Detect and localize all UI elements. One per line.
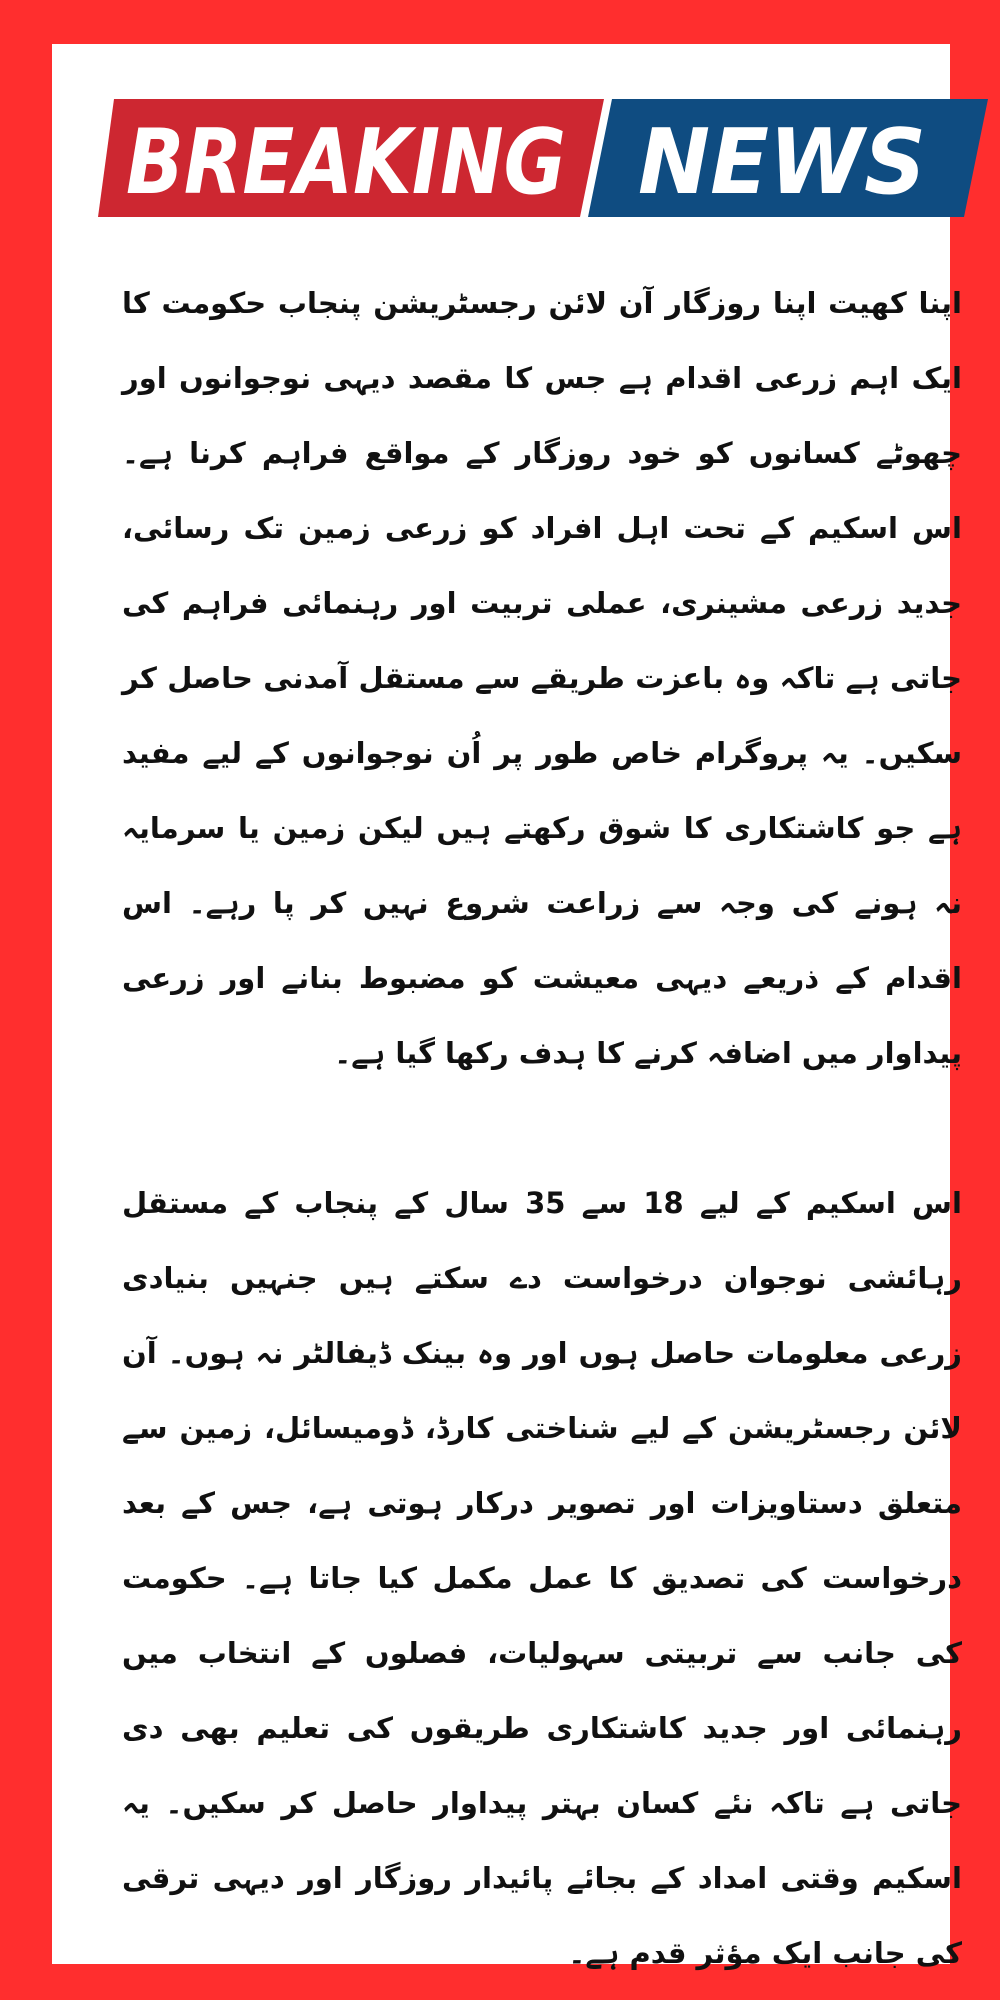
news-card	[52, 44, 962, 1970]
article-paragraph: اپنا کھیت اپنا روزگار آن لائن رجسٹریشن پنجاب حکومت کا ایک اہم زرعی اقدام ہے جس کا مقصد دیہی نوجوانوں اور چھوٹے کسانوں کو خود روزگار کے مواقع فراہم کرنا ہے۔ اس اسکیم کے تحت اہل افراد کو زرعی زمین تک رسائی، جدید زرعی مشینری، عملی تربیت اور رہنمائی فراہم کی جاتی ہے تاکہ وہ باعزت طریقے سے مستقل آمدنی حاصل کر سکیں۔ یہ پروگرام خاص طور پر اُن نوجوانوں کے لیے مفید ہے جو کاشتکاری کا شوق رکھتے ہیں لیکن زمین یا سرمایہ نہ ہونے کی وجہ سے زراعت شروع نہیں کر پا رہے۔ اس اقدام کے ذریعے دیہی معیشت کو مضبوط بنانے اور زرعی پیداوار میں اضافہ کرنے کا ہدف رکھا گیا ہے۔	[122, 286, 962, 1070]
article-body	[122, 266, 962, 1991]
banner-word-news: NEWS	[638, 110, 926, 215]
article-paragraph: اس اسکیم کے لیے 18 سے 35 سال کے پنجاب کے مستقل رہائشی نوجوان درخواست دے سکتے ہیں جنہیں بنیادی زرعی معلومات حاصل ہوں اور وہ بینک ڈیفالٹر نہ ہوں۔ آن لائن رجسٹریشن کے لیے شناختی کارڈ، ڈومیسائل، زمین سے متعلق دستاویزات اور تصویر درکار ہوتی ہے، جس کے بعد درخواست کی تصدیق کا عمل مکمل کیا جاتا ہے۔ حکومت کی جانب سے تربیتی سہولیات، فصلوں کے انتخاب میں رہنمائی اور جدید کاشتکاری طریقوں کی تعلیم بھی دی جاتی ہے تاکہ نئے کسان بہتر پیداوار حاصل کر سکیں۔ یہ اسکیم وقتی امداد کے بجائے پائیدار روزگار اور دیہی ترقی کی جانب ایک مؤثر قدم ہے۔	[122, 1186, 962, 1970]
breaking-news-banner	[98, 99, 988, 217]
banner-word-breaking: BREAKING	[126, 110, 566, 215]
breaking-news-graphic	[98, 99, 988, 217]
